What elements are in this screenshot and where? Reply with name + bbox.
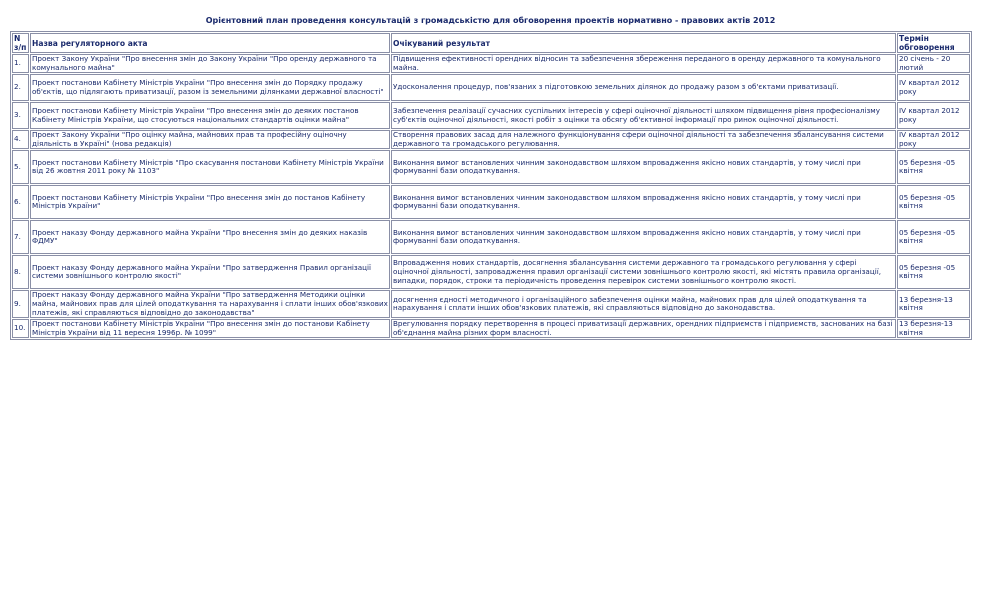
row-number: 2. [12, 74, 29, 101]
page-title: Орієнтовний план проведення консультацій з громадськістю для обговорення проектів нормативно - правових актів 2012 [205, 16, 776, 25]
act-title: Проект постанови Кабінету Міністрів України "Про внесення змін до Порядку продажу об'єктів, що підлягають приватизації, разом із земельними ділянками державної власності" [30, 74, 390, 101]
discussion-term: 05 березня -05 квітня [897, 255, 970, 289]
row-number: 7. [12, 220, 29, 254]
table-row [12, 102, 970, 129]
expected-result: Виконання вимог встановлених чинним законодавством шляхом впровадження якісно нових стандартів, у тому числі при формуванні бази оподаткування. [391, 185, 896, 219]
discussion-term: IV квартал 2012 року [897, 74, 970, 101]
table-row [12, 220, 970, 254]
expected-result: Підвищення ефективності орендних відносин та забезпечення збереження переданого в оренду державного та комунального майна. [391, 54, 896, 73]
expected-result: Створення правових засад для належного функціонування сфери оціночної діяльності та забезпечення збалансування системи державного та громадського регулювання. [391, 130, 896, 149]
act-title: Проект постанови Кабінету Міністрів України "Про внесення змін до постанови Кабінету Міністрів України від 11 вересня 1996р. № 1099" [30, 319, 390, 338]
row-number: 10. [12, 319, 29, 338]
expected-result: Виконання вимог встановлених чинним законодавством шляхом впровадження якісно нових стандартів, у тому числі при формуванні бази оподаткування. [391, 150, 896, 184]
expected-result: Удосконалення процедур, пов'язаних з підготовкою земельних ділянок до продажу разом з об'єктами приватизації. [391, 74, 896, 101]
table-row [12, 255, 970, 289]
discussion-term: 20 січень - 20 лютий [897, 54, 970, 73]
expected-result: Виконання вимог встановлених чинним законодавством шляхом впровадження якісно нових стандартів, у тому числі при формуванні бази оподаткування. [391, 220, 896, 254]
row-number: 5. [12, 150, 29, 184]
table-row [12, 185, 970, 219]
act-title: Проект Закону України "Про внесення змін до Закону України "Про оренду державного та комунального майна" [30, 54, 390, 73]
table-row [12, 150, 970, 184]
discussion-term: 05 березня -05 квітня [897, 185, 970, 219]
act-title: Проект Закону України "Про оцінку майна, майнових прав та професійну оціночну діяльність в Україні" (нова редакція) [30, 130, 390, 149]
expected-result: досягнення єдності методичного і організаційного забезпечення оцінки майна, майнових прав для цілей оподаткування та нарахування і сплати інших обов'язкових платежів, які справляються відповідно до законодавства. [391, 290, 896, 318]
table-row [12, 54, 970, 73]
act-title: Проект наказу Фонду державного майна України "Про затвердження Методики оцінки майна, майнових прав для цілей оподаткування та нарахування і сплати інших обов'язкових платежів, які справляються відповідно до законодавства" [30, 290, 390, 318]
discussion-term: 05 березня -05 квітня [897, 220, 970, 254]
act-title: Проект наказу Фонду державного майна України "Про внесення змін до деяких наказів ФДМУ" [30, 220, 390, 254]
expected-result: Забезпечення реалізації сучасних суспільних інтересів у сфері оціночної діяльності шляхом підвищення рівня професіоналізму суб'єктів оціночної діяльності, якості робіт з оцінки та обсягу об'єктивної інформації про ринок оціночної діяльності. [391, 102, 896, 129]
consultation-plan-table [10, 31, 972, 340]
table-row [12, 290, 970, 318]
discussion-term: 13 березня-13 квітня [897, 290, 970, 318]
column-header-act: Назва регуляторного акта [30, 33, 390, 53]
act-title: Проект постанови Кабінету Міністрів "Про скасування постанови Кабінету Міністрів України від 26 жовтня 2011 року № 1103" [30, 150, 390, 184]
column-header-num: N з/п [12, 33, 29, 53]
row-number: 4. [12, 130, 29, 149]
row-number: 3. [12, 102, 29, 129]
row-number: 1. [12, 54, 29, 73]
column-header-result: Очікуваний результат [391, 33, 896, 53]
act-title: Проект наказу Фонду державного майна України "Про затвердження Правил організації системи зовнішнього контролю якості" [30, 255, 390, 289]
discussion-term: IV квартал 2012 року [897, 102, 970, 129]
table-row [12, 130, 970, 149]
table-row [12, 319, 970, 338]
discussion-term: 13 березня-13 квітня [897, 319, 970, 338]
row-number: 8. [12, 255, 29, 289]
column-header-term: Термін обговорення [897, 33, 970, 53]
expected-result: Впровадження нових стандартів, досягнення збалансування системи державного та громадського регулювання у сфері оціночної діяльності, запровадження правил організації системи зовнішнього контролю якості, які містять правила організації, випадки, порядок, строки та періодичність проведення перевірок системи зовнішнього контролю якості. [391, 255, 896, 289]
act-title: Проект постанови Кабінету Міністрів України "Про внесення змін до постанов Кабінету Міністрів України" [30, 185, 390, 219]
table-row [12, 74, 970, 101]
act-title: Проект постанови Кабінету Міністрів України "Про внесення змін до деяких постанов Кабінету Міністрів України, що стосуються національних стандартів оцінки майна" [30, 102, 390, 129]
expected-result: Врегулювання порядку перетворення в процесі приватизації державних, орендних підприємств і підприємств, заснованих на базі об'єднання майна різних форм власності. [391, 319, 896, 338]
row-number: 6. [12, 185, 29, 219]
discussion-term: 05 березня -05 квітня [897, 150, 970, 184]
row-number: 9. [12, 290, 29, 318]
discussion-term: IV квартал 2012 року [897, 130, 970, 149]
table-header-row [12, 33, 970, 53]
